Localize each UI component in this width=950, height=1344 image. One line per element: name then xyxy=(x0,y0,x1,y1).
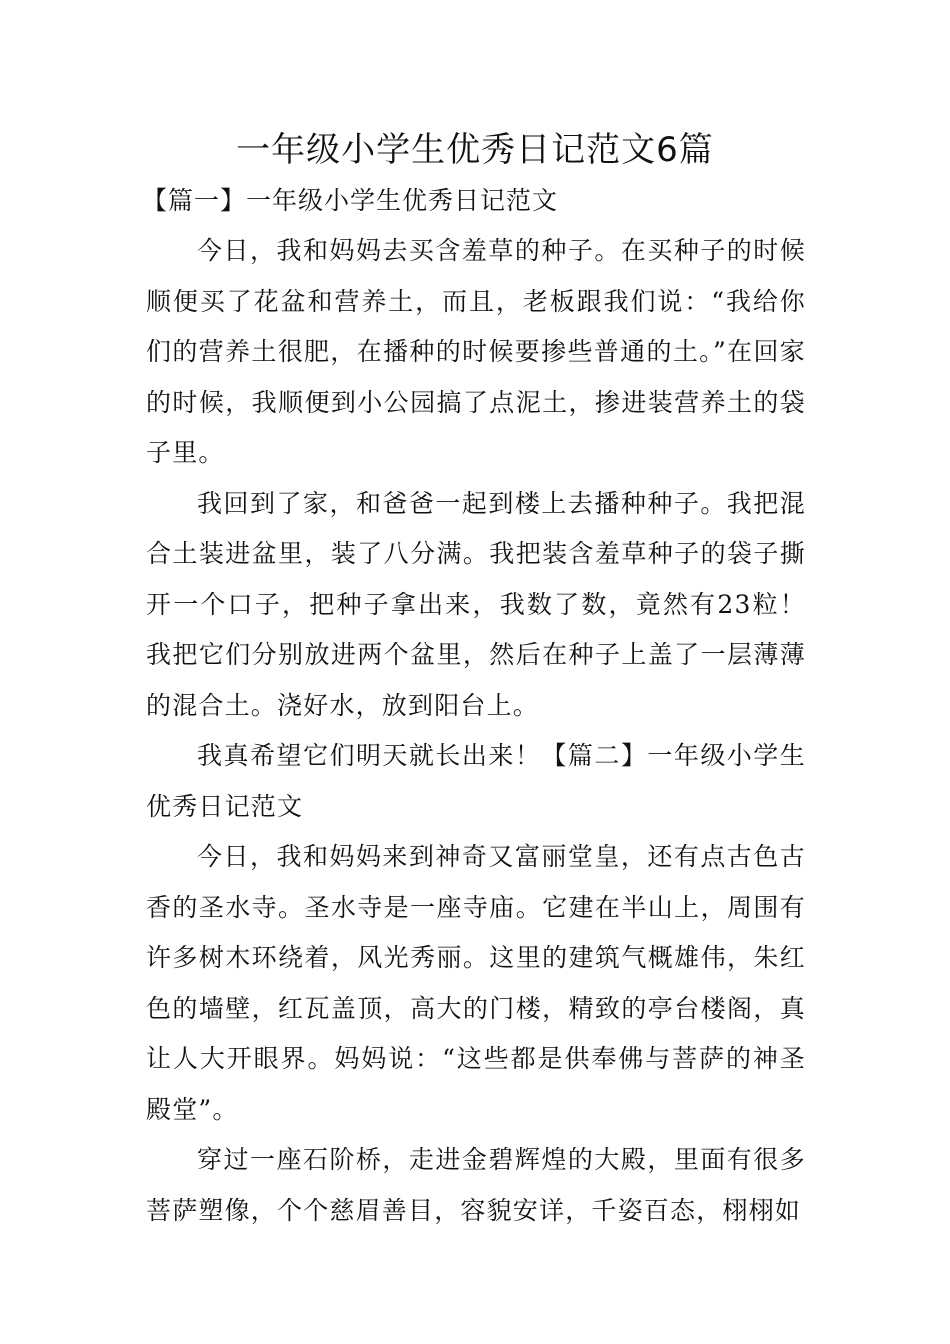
paragraph: 穿过一座石阶桥，走进金碧辉煌的大殿，里面有很多菩萨塑像，个个慈眉善目，容貌安详，千姿百态，栩栩如 xyxy=(146,1145,806,1225)
paragraph: 今日，我和妈妈去买含羞草的种子。在买种子的时候顺便买了花盆和营养土，而且，老板跟我们说：“我给你们的营养土很肥，在播种的时候要掺些普通的土。”在回家的时候，我顺便到小公园搞了点泥土，掺进装营养土的袋子里。 xyxy=(146,236,806,467)
paragraph: 我回到了家，和爸爸一起到楼上去播种种子。我把混合土装进盆里，装了八分满。我把装含羞草种子的袋子撕开一个口子，把种子拿出来，我数了数，竟然有23粒！我把它们分别放进两个盆里，然后在种子上盖了一层薄薄的混合土。浇好水，放到阳台上。 xyxy=(146,488,806,720)
section-heading: 【篇一】一年级小学生优秀日记范文 xyxy=(142,186,559,215)
paragraph: 我真希望它们明天就长出来！【篇二】一年级小学生优秀日记范文 xyxy=(146,741,806,821)
document-title: 一年级小学生优秀日记范文6篇 xyxy=(236,130,714,170)
document-body xyxy=(142,176,806,1236)
paragraph: 今日，我和妈妈来到神奇又富丽堂皇，还有点古色古香的圣水寺。圣水寺是一座寺庙。它建在半山上，周围有许多树木环绕着，风光秀丽。这里的建筑气概雄伟，朱红色的墙壁，红瓦盖顶，高大的门楼，精致的亭台楼阁，真让人大开眼界。妈妈说：“这些都是供奉佛与菩萨的神圣殿堂”。 xyxy=(146,842,806,1124)
